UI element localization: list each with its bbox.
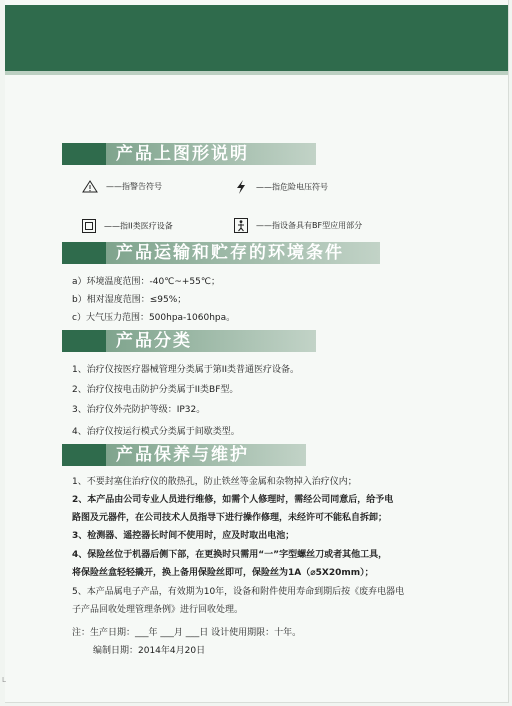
symbol-class-ii-text: ——指II类医疗设备 (104, 221, 173, 231)
symbol-warning (82, 180, 162, 193)
page-corner-mark: L (2, 676, 6, 684)
heading-title: 产品保养与维护 (106, 444, 306, 466)
classification-line: 4、治疗仪按运行模式分类属于间歇类型。 (72, 427, 240, 437)
maintenance-line: 路图及元器件，在公司技术人员指导下进行操作修理，未经许可不能私自拆卸； (72, 513, 388, 523)
production-note: 注：生产日期：___年 ___月 ___日 设计使用期限：十年。 (72, 628, 302, 638)
maintenance-line: 3、检测器、遥控器长时间不使用时，应及时取出电池； (72, 531, 295, 541)
heading-classification (62, 330, 316, 352)
heading-transport (62, 242, 380, 264)
symbol-voltage-text: ——指危险电压符号 (256, 182, 328, 192)
heading-accent (62, 242, 106, 264)
classification-line: 2、治疗仪按电击防护分类属于II类BF型。 (72, 385, 239, 395)
heading-accent (62, 143, 106, 165)
transport-line: b）相对湿度范围：≤95%； (72, 295, 187, 305)
heading-accent (62, 330, 106, 352)
heading-symbols (62, 143, 316, 165)
class-ii-square-icon (82, 219, 96, 233)
heading-title: 产品运输和贮存的环境条件 (106, 242, 380, 264)
symbol-bf-text: ——指设备具有BF型应用部分 (256, 221, 363, 230)
compiled-date: 编制日期：2014年4月20日 (93, 646, 206, 656)
maintenance-line: 2、本产品由公司专业人员进行维修，如需个人修理时，需经公司同意后，给予电 (72, 495, 394, 505)
heading-title: 产品上图形说明 (106, 143, 316, 165)
heading-title: 产品分类 (106, 330, 316, 352)
transport-line: a）环境温度范围：-40℃~+55℃； (72, 277, 220, 287)
header-band (5, 5, 508, 71)
transport-line: c）大气压力范围：500hpa-1060hpa。 (72, 313, 236, 323)
maintenance-line: 将保险丝盒轻轻撬开，换上备用保险丝即可，保险丝为1A（⌀5X20mm）； (72, 568, 374, 578)
maintenance-line: 4、保险丝位于机器后侧下部，在更换时只需用“一”字型螺丝刀或者其他工具， (72, 550, 388, 560)
warning-triangle-icon (82, 180, 98, 193)
symbol-warning-text: ——指警告符号 (106, 182, 162, 191)
header-stripe (5, 71, 508, 75)
classification-line: 3、治疗仪外壳防护等级：IP32。 (72, 405, 206, 415)
maintenance-line: 子产品回收处理管理条例》进行回收处理。 (72, 605, 244, 615)
maintenance-line: 5、本产品属电子产品，有效期为10年，设备和附件使用寿命到期后按《废弃电器电 (72, 587, 405, 597)
symbol-bf (234, 218, 362, 233)
maintenance-line: 1、不要封塞住治疗仪的散热孔，防止铁丝等金属和杂物掉入治疗仪内； (72, 477, 357, 487)
symbol-voltage (234, 180, 328, 194)
heading-maintenance (62, 444, 306, 466)
bf-person-icon (234, 218, 248, 233)
lightning-icon (234, 180, 248, 194)
symbol-class-ii (82, 219, 173, 233)
heading-accent (62, 444, 106, 466)
classification-line: 1、治疗仪按医疗器械管理分类属于第II类普通医疗设备。 (72, 365, 300, 375)
